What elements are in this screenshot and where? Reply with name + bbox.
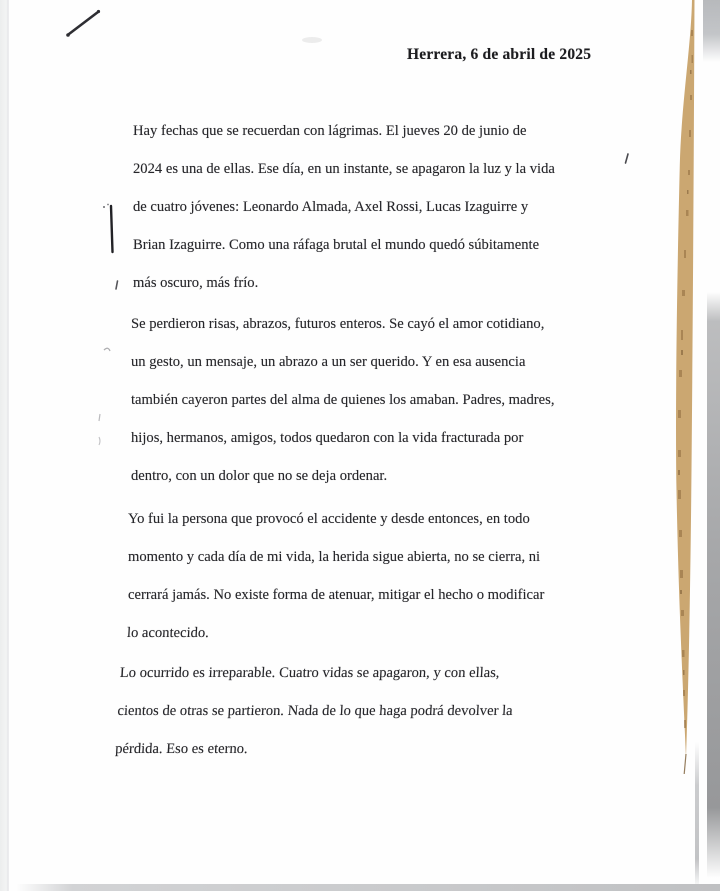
text-line: Yo fui la persona que provocó el accidente y desde entonces, en todo <box>128 511 530 527</box>
scan-shadow-right-thin-line <box>695 742 699 888</box>
pen-slash-mark <box>66 10 100 37</box>
pen-margin-stroke <box>103 204 113 252</box>
paragraph-4 <box>114 654 516 768</box>
text-line: pérdida. Eso es eterno. <box>114 741 249 757</box>
pen-faint-tick-2 <box>99 437 100 445</box>
scan-shadow-bottom-band <box>16 884 720 891</box>
pen-tick-mark <box>116 281 118 289</box>
scan-shadow-right-top <box>703 0 720 62</box>
date-line: Herrera, 6 de abril de 2025 <box>407 46 592 63</box>
text-line: Se perdieron risas, abrazos, futuros enteros. Se cayó el amor cotidiano, <box>131 316 545 332</box>
paragraph-1 <box>133 112 555 302</box>
pen-faint-squiggle <box>104 348 110 351</box>
text-line: lo acontecido. <box>126 625 210 641</box>
text-line: cientos de otras se partieron. Nada de lo que haga podrá devolver la <box>117 703 514 719</box>
text-line: más oscuro, más frío. <box>133 275 259 291</box>
text-line: cerrará jamás. No existe forma de atenuar, mitigar el hecho o modificar <box>128 587 545 603</box>
text-line: Lo ocurrido es irreparable. Cuatro vidas se apagaron, y con ellas, <box>119 665 501 681</box>
pen-apostrophe-mark <box>626 154 629 163</box>
text-line: 2024 es una de ellas. Ese día, en un instante, se apagaron la luz y la vida <box>133 161 555 177</box>
torn-paper-edge-graphic <box>648 0 700 790</box>
text-line: también cayeron partes del alma de quienes los amaban. Padres, madres, <box>131 392 555 408</box>
text-line: hijos, hermanos, amigos, todos quedaron con la vida fracturada por <box>131 430 524 446</box>
paragraph-2 <box>131 305 554 495</box>
scan-shadow-right-band <box>707 292 720 878</box>
text-line: dentro, con un dolor que no se deja ordenar. <box>131 468 388 484</box>
text-line: de cuatro jóvenes: Leonardo Almada, Axel Rossi, Lucas Izaguirre y <box>133 199 529 215</box>
text-line: Brian Izaguirre. Como una ráfaga brutal el mundo quedó súbitamente <box>133 237 540 253</box>
text-line: Hay fechas que se recuerdan con lágrimas. El jueves 20 de junio de <box>133 123 527 139</box>
pen-faint-tick-1 <box>99 414 100 421</box>
text-line: momento y cada día de mi vida, la herida sigue abierta, no se cierra, ni <box>128 549 541 565</box>
paragraph-3 <box>128 500 544 652</box>
scan-edge-left-band <box>0 0 9 891</box>
scan-smudge <box>302 37 322 43</box>
text-line: un gesto, un mensaje, un abrazo a un ser querido. Y en esa ausencia <box>131 354 526 370</box>
